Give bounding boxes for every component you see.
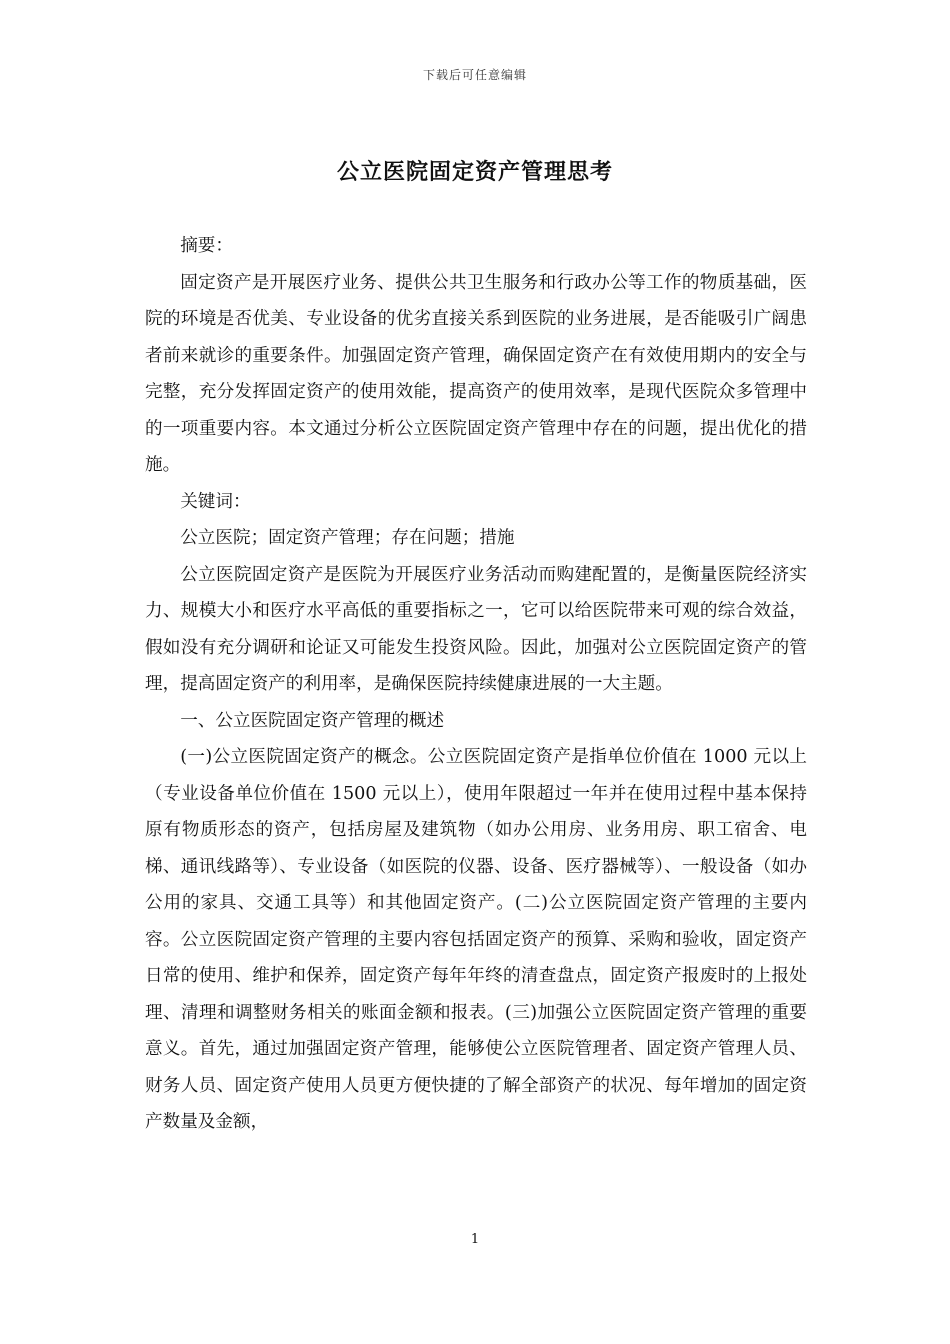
- keywords-paragraph: 公立医院；固定资产管理；存在问题；措施: [180, 528, 515, 548]
- abstract-heading: 摘要：: [180, 236, 233, 256]
- intro-paragraph: 公立医院固定资产是医院为开展医疗业务活动而购建配置的，是衡量医院经济实力、规模大小和医疗水平高低的重要指标之一，它可以给医院带来可观的综合效益，假如没有充分调研和论证又可能发生投资风险。因此，加强对公立医院固定资产的管理，提高固定资产的利用率，是确保医院持续健康进展的一大主题。: [145, 564, 807, 694]
- document-body: [145, 228, 807, 1141]
- header-note: 下载后可任意编辑: [422, 68, 527, 82]
- section-heading-1: 一、公立医院固定资产管理的概述: [180, 710, 445, 731]
- keywords-heading: 关键词：: [180, 491, 251, 512]
- section-paragraph-1: (一)公立医院固定资产的概念。公立医院固定资产是指单位价值在 1000 元以上（专业设备单位价值在 1500 元以上），使用年限超过一年并在使用过程中基本保持原有物质形态的资产，包括房屋及建筑物（如办公用房、业务用房、职工宿舍、电梯、通讯线路等）、专业设备（如医院的仪器、设备、医疗器械等）、一般设备（如办公用的家具、交通工具等）和其他固定资产。(二)公立医院固定资产管理的主要内容。公立医院固定资产管理的主要内容包括固定资产的预算、采购和验收，固定资产日常的使用、维护和保养，固定资产每年年终的清查盘点，固定资产报废时的上报处理、清理和调整财务相关的账面金额和报表。(三)加强公立医院固定资产管理的重要意义。首先，通过加强固定资产管理，能够使公立医院管理者、固定资产管理人员、财务人员、固定资产使用人员更方便快捷的了解全部资产的状况、每年增加的固定资产数量及金额，: [145, 747, 807, 1132]
- abstract-paragraph: 固定资产是开展医疗业务、提供公共卫生服务和行政办公等工作的物质基础，医院的环境是否优美、专业设备的优劣直接关系到医院的业务进展，是否能吸引广阔患者前来就诊的重要条件。加强固定资产管理，确保固定资产在有效使用期内的安全与完整，充分发挥固定资产的使用效能，提高资产的使用效率，是现代医院众多管理中的一项重要内容。本文通过分析公立医院固定资产管理中存在的问题，提出优化的措施。: [145, 272, 807, 475]
- page-number: 1: [470, 1232, 480, 1247]
- document-title: 公立医院固定资产管理思考: [336, 159, 613, 185]
